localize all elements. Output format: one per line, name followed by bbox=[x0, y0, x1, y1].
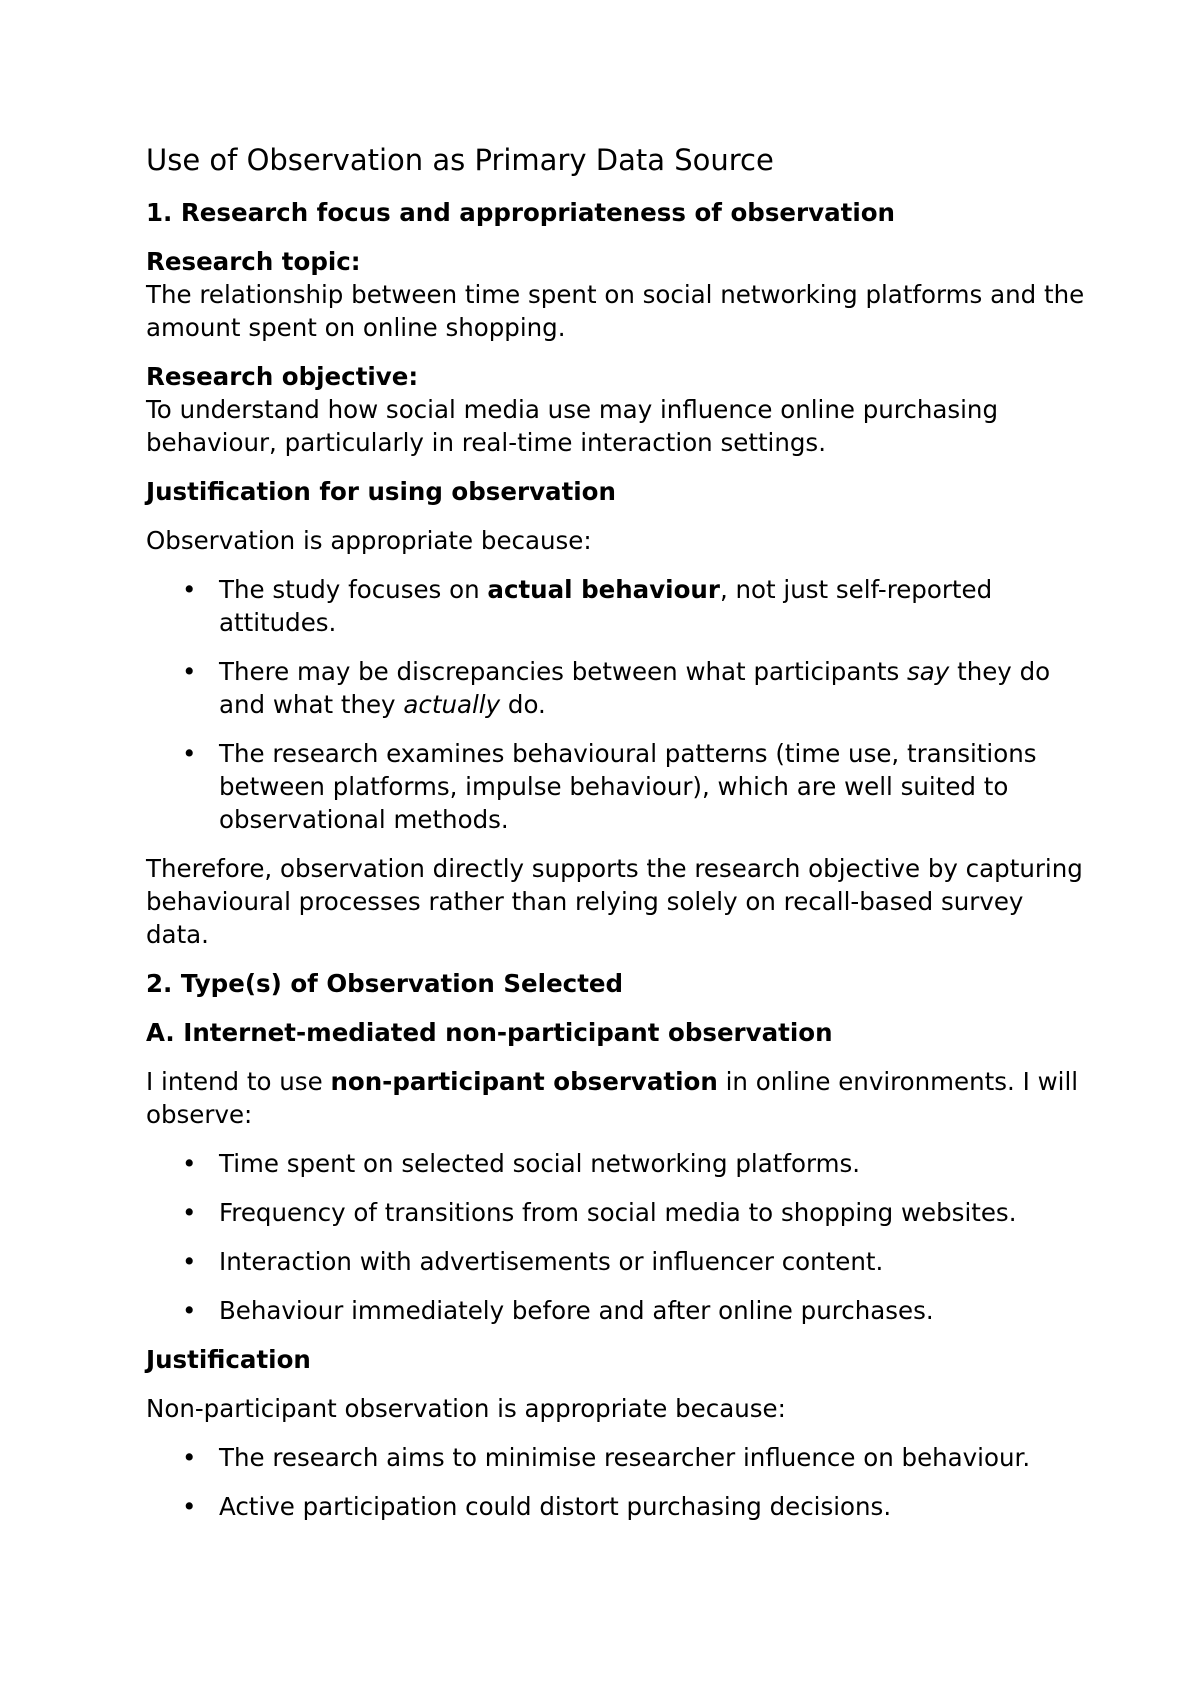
list-item bbox=[146, 1245, 1086, 1278]
research-topic-block bbox=[146, 245, 1086, 344]
observation-justification-heading: Justification for using observation bbox=[146, 477, 616, 506]
bullet-icon: • bbox=[182, 739, 197, 768]
list-item-text: Active participation could distort purchasing decisions. bbox=[219, 1492, 892, 1521]
justification-list bbox=[146, 1441, 1086, 1523]
section-2-heading: 2. Type(s) of Observation Selected bbox=[146, 969, 624, 998]
list-item-text: Behaviour immediately before and after online purchases. bbox=[219, 1296, 934, 1325]
section-1-conclusion: Therefore, observation directly supports the research objective by capturing behavioural processes rather than relying solely on recall-based survey data. bbox=[146, 854, 1083, 949]
research-topic-text: The relationship between time spent on social networking platforms and the amount spent on online shopping. bbox=[146, 280, 1085, 342]
list-item bbox=[146, 1294, 1086, 1327]
justification-intro: Non-participant observation is appropriate because: bbox=[146, 1394, 786, 1423]
list-item-text: Time spent on selected social networking platforms. bbox=[219, 1149, 861, 1178]
bullet-icon: • bbox=[182, 1443, 197, 1472]
observation-reasons-list bbox=[146, 573, 1086, 836]
list-item-italic-text: actually bbox=[403, 690, 501, 719]
list-item bbox=[146, 737, 1086, 836]
list-item-text: Frequency of transitions from social media to shopping websites. bbox=[219, 1198, 1017, 1227]
list-item bbox=[146, 1196, 1086, 1229]
section-1-heading: 1. Research focus and appropriateness of observation bbox=[146, 198, 895, 227]
list-item bbox=[146, 573, 1086, 639]
bullet-icon: • bbox=[182, 1247, 197, 1276]
list-item bbox=[146, 1490, 1086, 1523]
research-topic-label: Research topic: bbox=[146, 247, 361, 276]
list-item-text: The research aims to minimise researcher influence on behaviour. bbox=[219, 1443, 1031, 1472]
list-item-text: , not just self-reported attitudes. bbox=[219, 575, 993, 637]
list-item-text: There may be discrepancies between what participants bbox=[219, 657, 908, 686]
list-item bbox=[146, 1441, 1086, 1474]
list-item bbox=[146, 655, 1086, 721]
paragraph-text: I intend to use bbox=[146, 1067, 331, 1096]
list-item bbox=[146, 1147, 1086, 1180]
document-page bbox=[146, 140, 1086, 1539]
research-objective-block bbox=[146, 360, 1086, 459]
justification-heading: Justification bbox=[146, 1345, 311, 1374]
list-item-text: Interaction with advertisements or influencer content. bbox=[219, 1247, 884, 1276]
list-item-bold-text: actual behaviour bbox=[487, 575, 720, 604]
bullet-icon: • bbox=[182, 1492, 197, 1521]
paragraph-text: in online environments. I will observe: bbox=[146, 1067, 1079, 1129]
list-item-text: The research examines behavioural patterns (time use, transitions between platforms, impulse behaviour), which are well suited to observational methods. bbox=[219, 739, 1037, 834]
section-2a-heading: A. Internet-mediated non-participant observation bbox=[146, 1018, 833, 1047]
research-objective-text: To understand how social media use may influence online purchasing behaviour, particularly in real-time interaction settings. bbox=[146, 395, 999, 457]
observation-intro: Observation is appropriate because: bbox=[146, 526, 592, 555]
list-item-text: The study focuses on bbox=[219, 575, 488, 604]
paragraph-bold-text: non-participant observation bbox=[330, 1067, 718, 1096]
bullet-icon: • bbox=[182, 657, 197, 686]
bullet-icon: • bbox=[182, 575, 197, 604]
bullet-icon: • bbox=[182, 1198, 197, 1227]
list-item-text: they do and what they bbox=[219, 657, 1051, 719]
bullet-icon: • bbox=[182, 1296, 197, 1325]
observe-items-list bbox=[146, 1147, 1086, 1327]
list-item-text: do. bbox=[500, 690, 546, 719]
section-2-intro bbox=[146, 1065, 1086, 1131]
list-item-italic-text: say bbox=[907, 657, 950, 686]
bullet-icon: • bbox=[182, 1149, 197, 1178]
research-objective-label: Research objective: bbox=[146, 362, 419, 391]
document-title: Use of Observation as Primary Data Source bbox=[146, 143, 774, 177]
